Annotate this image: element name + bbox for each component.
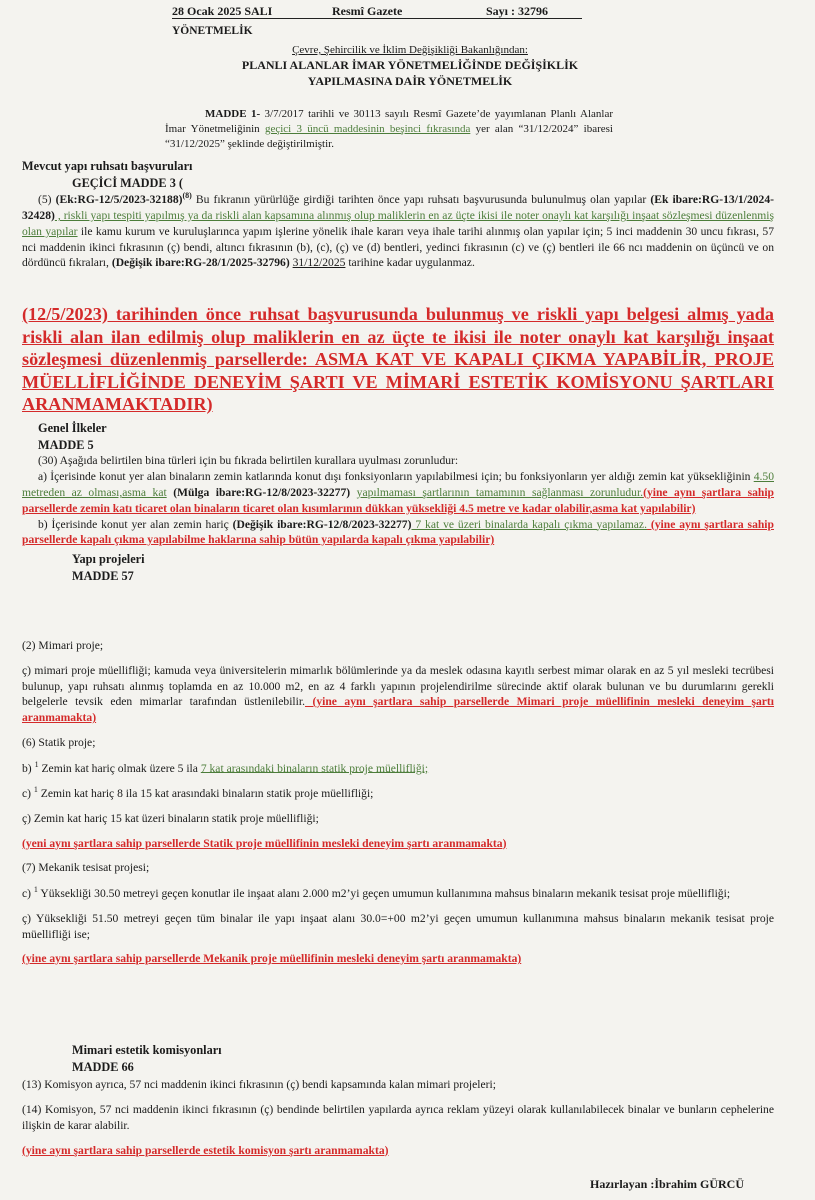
section-heading: Genel İlkeler [38, 421, 107, 435]
item-text: Zemin kat hariç 8 ila 15 kat arasındaki binaların statik proje müellifliği; [37, 787, 374, 801]
item-mechanical-cc: ç) Yüksekliği 51.50 metreyi geçen tüm binalar ile yapı inşaat alanı 30.0=+00 m2’yi geçen umumun kullanımına mahsus binaların mekanik tesisat proje müellifliği ise; [22, 911, 774, 941]
paragraph-13: (13) Komisyon ayrıca, 57 nci maddenin ikinci fıkrasının (ç) bendi kapsamında kalan mimari projeleri; [22, 1078, 496, 1092]
amendment-ref-3: (Değişik ibare:RG-28/1/2025-32796) [111, 256, 290, 270]
paragraph-30: (30) Aşağıda belirtilen bina türleri için bu fıkrada belirtilen kurallara uyulması zorunludur: [38, 454, 459, 468]
regulation-title-line-1: PLANLI ALANLAR İMAR YÖNETMELİĞİNDE DEĞİŞİKLİK [241, 57, 579, 72]
highlighted-text: , riskli yapı tespiti yapılmış ya da riskli alan kapsamına alınmış olup maliklerin en az üçte ikisi ile noter onaylı kat karşılığı inşaat sözleşmesi düzenlenmiş olan yapılar [22, 209, 774, 238]
item-a-highlight-1: 4.50 metreden az olması,asma kat [22, 470, 774, 499]
paragraph-14: (14) Komisyon, 57 nci maddenin ikinci fıkrasının (ç) bendinde belirtilen yapılarda ayrıca reklam yüzeyi olarak kullanılabilecek binalar ve bunların cephelerine ilişkin de karar alabilir. [22, 1103, 774, 1132]
section-general-principles [22, 420, 774, 584]
footnote-mark: 1 [33, 785, 38, 795]
amendment-ref: (Ek:RG-12/5/2023-32188) [55, 193, 183, 207]
item-static-c [22, 785, 774, 802]
article-1-text-end: yer alan “31/12/2024” ibaresi “31/12/2025” şeklinde değiştirilmiştir. [165, 122, 613, 150]
footnote-mark: (8) [182, 191, 192, 201]
section-heading: Mimari estetik komisyonları [72, 1043, 222, 1057]
item-b-text: b) İçerisinde konut yer alan zemin hariç [38, 517, 233, 531]
deadline-date: 31/12/2025 [292, 256, 346, 270]
header-gazette-name: Resmî Gazete [332, 4, 403, 18]
header-issue-number: Sayı : 32796 [486, 4, 549, 18]
paragraph-text-3: tarihine kadar uygulanmaz. [345, 256, 475, 270]
item-letter: c) [22, 787, 34, 801]
item-a-text: a) İçerisinde konut yer alan binaların zemin katlarında konut dışı fonksiyonların yapılabilmesi için; bu fonksiyonların yer aldığı zemin kat yüksekliğinin [38, 470, 754, 484]
section-building-projects [22, 600, 774, 976]
article-heading: MADDE 5 [38, 437, 94, 452]
article-1-label: MADDE 1- [205, 108, 261, 120]
paragraph-number: (5) [38, 193, 56, 207]
header-date: 28 Ocak 2025 SALI [172, 4, 273, 18]
amendment-ref-2: (Ek ibare:RG-13/1/2024-32428) [22, 193, 774, 223]
paragraph-6: (6) Statik proje; [22, 735, 96, 749]
item-static-b [22, 760, 774, 777]
footnote-mark: 1 [33, 885, 38, 895]
article-1 [165, 107, 613, 152]
prepared-by-signature: Hazırlayan :İbrahim GÜRCÜ [590, 1177, 744, 1191]
article-1-text: 3/7/2017 tarihli ve 30113 sayılı Resmî Gazete’de yayımlanan Planlı Alanlar İmar Yönetmeliğinin [165, 108, 613, 135]
article-heading: GEÇİCİ MADDE 3 ( [72, 175, 184, 190]
regulation-title-line-2: YAPILMASINA DAİR YÖNETMELİK [307, 73, 513, 88]
item-text: Zemin kat hariç olmak üzere 5 ila [38, 761, 201, 775]
paragraph-text: Bu fıkranın yürürlüğe girdiği tarihten önce yapı ruhsatı başvurusunda bulunulmuş olan yapılar [191, 193, 651, 207]
item-b [22, 517, 774, 549]
repealed-ref: (Mülga ibare:RG-12/8/2023-32277) [166, 485, 357, 499]
paragraph-2: (2) Mimari proje; [22, 639, 104, 652]
item-static-cc: ç) Zemin kat hariç 15 kat üzeri binaların statik proje müellifliği; [22, 811, 319, 825]
section-type: YÖNETMELİK [172, 25, 253, 37]
item-letter: c) [22, 887, 34, 900]
ministry-name: Çevre, Şehircilik ve İklim Değişikliği Bakanlığından: [292, 44, 528, 56]
item-mechanical-c [22, 885, 774, 902]
item-a-highlight-2: yapılmaması şartlarının tamamının sağlanması zorunludur. [356, 485, 644, 499]
item-b-red-note: (yine aynı şartlara sahip parsellerde kapalı çıkma yapılabilme haklarına sahip bütün yapılarda kapalı çıkma yapılabilir) [22, 517, 774, 547]
footnote-mark: 1 [34, 759, 39, 769]
section-existing-permits [22, 158, 774, 271]
item-architect [22, 663, 774, 726]
regulation-title-block [150, 43, 670, 89]
item-b-highlight: 7 kat ve üzeri binalarda kapalı çıkma yapılamaz. [411, 517, 647, 531]
red-summary-note: (12/5/2023) tarihinden önce ruhsat başvurusunda bulunmuş ve riskli yapı belgesi almış yada riskli alan ilan edilmiş olup maliklerin en az üçte te ikisi ile noter onaylı kat karşılığı inşaat sözleşmesi düzenlenmiş parsellerde: ASMA KAT VE KAPALI ÇIKMA YAPABİLİR, PROJE MÜELLİFLİĞİNDE DENEYİM ŞARTI VE MİMARİ ESTETİK KOMİSYONU ŞARTLARI ARANMAMAKTADIR) [22, 304, 774, 415]
item-text: ç) mimari proje müellifliği; kamuda veya üniversitelerin mimarlık bölümlerinde ya da meslek odasına kayıtlı serbest mimar olarak en az 5 yıl mesleki tecrübesi bulunup, yapı ruhsatı alınmış toplamda en az 10.000 m2, en az 4 farklı yapının projelendirilme sürecinde aktif olarak bulunan ve bu durumlarını gerekli belgelerle tevsik eden mimarlar tarafından üstlenilebilir. [22, 663, 774, 709]
subsection-heading: Yapı projeleri [72, 552, 145, 567]
gazette-header [172, 2, 582, 19]
section-heading: Mevcut yapı ruhsatı başvuruları [22, 159, 193, 173]
red-note-static: (yeni aynı şartlara sahip parsellerde Statik proje müellifinin mesleki deneyim şartı aranmamakta) [22, 836, 507, 850]
article-heading-57: MADDE 57 [72, 568, 134, 583]
section-aesthetic-committees [22, 1042, 774, 1168]
item-text: Yüksekliği 30.50 metreyi geçen konutlar ile inşaat alanı 2.000 m2’yi geçen umumun kullanımına mahsus binaların mekanik tesisat proje müellifliği; [37, 887, 731, 900]
amendment-ref: (Değişik ibare:RG-12/8/2023-32277) [232, 517, 412, 531]
item-letter: b) [22, 761, 35, 775]
red-note-architect: (yine aynı şartlara sahip parsellerde Mimari proje müellifinin mesleki deneyim şartı aranmamakta) [22, 695, 775, 725]
article-heading: MADDE 66 [72, 1059, 134, 1074]
paragraph-5 [22, 191, 774, 271]
article-1-link: geçici 3 üncü maddesinin beşinci fıkrasında [264, 122, 471, 135]
item-a [22, 469, 774, 516]
paragraph-7: (7) Mekanik tesisat projesi; [22, 861, 150, 875]
paragraph-text-2: ile kamu kurum ve kuruluşlarınca yapım işlerine yönelik ihale kararı veya ihale tarihi alınmış olan yapılar için; 5 inci maddenin 30 uncu fıkrası, 57 nci maddenin ikinci fıkrasının (ç) bendi, altıncı fıkrasının (b), (c), (ç) ve (d) bentleri, yedinci fıkrasının (c) ve (ç) bentleri ile 66 ncı maddenin on üçüncü ve on dördüncü fıkraları, [22, 224, 774, 270]
item-highlight: 7 kat arasındaki binaların statik proje müellifliği; [200, 761, 429, 775]
red-note-aesthetic: (yine aynı şartlara sahip parsellerde estetik komisyon şartı aranmamakta) [22, 1143, 389, 1157]
red-note-mechanical: (yine aynı şartlara sahip parsellerde Mekanik proje müellifinin mesleki deneyim şartı aranmamakta) [22, 952, 522, 966]
item-a-red-note: (yine aynı şartlara sahip parsellerde zemin katı ticaret olan binaların ticaret olan kısımlarının dükkan yüksekliği 4.5 metre ve kadar olabilir,asma kat yapılabilir) [22, 485, 775, 515]
